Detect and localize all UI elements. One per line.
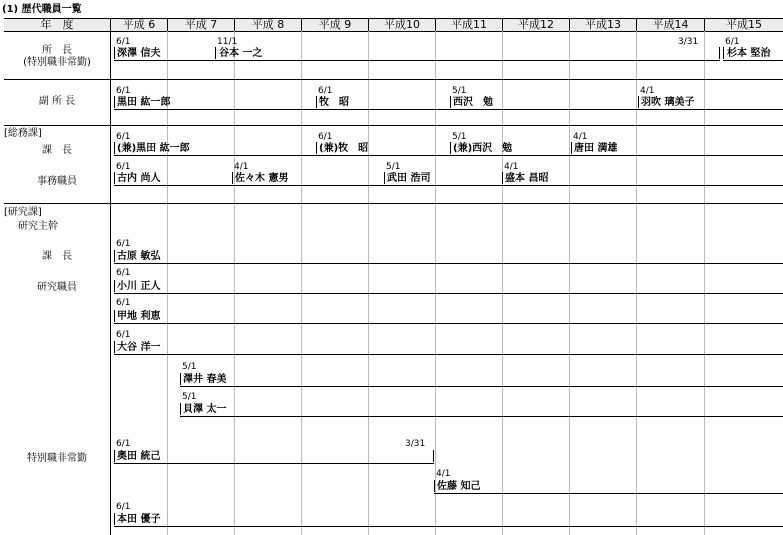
staff-name: 本田 優子 [117,514,161,525]
entry-date: 4/1 [436,469,451,479]
year-header-h14: 平成14 [652,18,689,31]
entry-date: 6/1 [116,268,131,278]
section-label-somu: [総務課] [4,128,42,139]
tenure-start-mark [571,142,572,154]
year-gridline [636,31,637,535]
entry-date: 4/1 [573,132,588,142]
year-header-h9: 平成 9 [318,18,352,31]
year-gridline [368,31,369,535]
year-header-h7: 平成 7 [184,18,218,31]
entry-date: 5/1 [452,86,467,96]
role-label-jimu: 事務職員 [37,176,77,187]
year-gridline [301,31,302,535]
role-label-kacho-kenkyu: 課 長 [42,251,72,262]
tenure-start-mark [114,96,115,108]
tenure-start-mark [114,142,115,154]
tenure-bar [180,386,783,387]
staff-name: 古内 尚人 [117,173,161,184]
section-divider [4,79,783,80]
staff-name: 小川 正人 [117,281,161,292]
tenure-start-mark [114,450,115,462]
staff-name: 谷本 一之 [219,48,263,59]
tenure-start-mark [114,513,115,525]
role-label-shukan: 研究主幹 [18,221,58,232]
tenure-start-mark [502,172,503,184]
year-header-h8: 平成 8 [251,18,285,31]
tenure-bar [114,463,434,464]
entry-date: 5/1 [182,362,197,372]
role-label-shocho: 所 長 [42,45,72,56]
header-bottom-border [4,31,783,32]
header-sep [301,18,302,31]
tenure-start-mark [114,47,115,59]
year-column-label: 年 度 [40,18,74,31]
tenure-bar [723,60,783,61]
tenure-bar [114,526,783,527]
header-sep [167,18,168,31]
entry-date: 6/1 [116,37,131,47]
staff-name: (兼)黒田 紘一郎 [117,143,190,154]
staff-name: (兼)牧 昭 [319,143,369,154]
role-label-fukushocho: 副 所 長 [38,96,76,107]
year-gridline [234,31,235,535]
entry-date: 4/1 [504,162,519,172]
tenure-end-mark [719,47,720,59]
entry-end-date: 3/31 [405,439,426,449]
tenure-bar [114,354,783,355]
entry-date: 4/1 [234,162,249,172]
tenure-start-mark [434,480,435,492]
year-gridline [704,31,705,535]
tenure-bar [114,185,783,186]
tenure-bar [180,416,783,417]
staff-name: (兼)西沢 勉 [453,143,513,154]
staff-name: 羽吹 璃美子 [641,97,695,108]
staff-name: 貝澤 太一 [183,404,227,415]
tenure-start-mark [450,96,451,108]
tenure-start-mark [114,341,115,353]
tenure-bar [114,109,783,110]
role-column-border [110,18,111,535]
entry-date: 6/1 [116,298,131,308]
staff-name: 佐々木 憲男 [235,173,289,184]
header-sep [636,18,637,31]
year-header-h12: 平成12 [518,18,554,31]
tenure-end-mark [433,450,434,462]
tenure-bar [114,60,720,61]
year-header-h6: 平成 6 [122,18,156,31]
entry-date: 5/1 [386,162,401,172]
role-note-shocho: (特別職非常勤) [23,57,91,68]
staff-name: 奥田 統己 [117,451,161,462]
year-header-h13: 平成13 [585,18,621,31]
header-sep [234,18,235,31]
page-title: (1) 歴代職員一覧 [2,4,82,15]
entry-date: 6/1 [725,37,740,47]
staff-name: 盛本 昌昭 [505,173,549,184]
entry-date: 6/1 [116,239,131,249]
entry-date: 6/1 [116,502,131,512]
tenure-start-mark [723,47,724,59]
tenure-bar [114,263,783,264]
tenure-start-mark [180,403,181,415]
entry-date: 6/1 [116,330,131,340]
staff-name: 澤井 春美 [183,374,227,385]
staff-name: 武田 浩司 [387,173,431,184]
tenure-bar [114,323,783,324]
entry-date: 6/1 [116,86,131,96]
staff-name: 牧 昭 [319,97,349,108]
entry-date: 4/1 [640,86,655,96]
year-header-h10: 平成10 [384,18,420,31]
year-gridline [502,31,503,535]
section-divider [4,125,783,126]
tenure-bar [114,155,783,156]
year-header-h15: 平成15 [726,18,762,31]
year-header-h11: 平成11 [451,18,487,31]
staff-name: 西沢 勉 [453,97,493,108]
tenure-start-mark [316,96,317,108]
entry-date: 6/1 [116,162,131,172]
role-label-kacho-somu: 課 長 [42,145,72,156]
tenure-start-mark [450,142,451,154]
header-sep [368,18,369,31]
role-label-kenkyu-shokuin: 研究職員 [37,282,77,293]
entry-date: 6/1 [318,132,333,142]
entry-end-date: 3/31 [678,37,699,47]
tenure-start-mark [114,310,115,322]
staff-name: 黒田 紘一郎 [117,97,171,108]
staff-name: 大谷 洋一 [117,342,161,353]
section-label-kenkyu: [研究課] [4,207,42,218]
staff-name: 杉本 堅治 [727,48,771,59]
entry-date: 11/1 [217,37,238,47]
year-gridline [435,31,436,535]
entry-date: 6/1 [116,439,131,449]
tenure-start-mark [215,47,216,59]
role-label-tokubetsu: 特別職非常勤 [27,453,87,464]
entry-date: 6/1 [318,86,333,96]
tenure-start-mark [232,172,233,184]
tenure-bar [434,493,783,494]
header-sep [569,18,570,31]
entry-date: 6/1 [116,132,131,142]
tenure-start-mark [114,250,115,262]
entry-date: 5/1 [452,132,467,142]
staff-name: 深澤 信夫 [117,48,161,59]
entry-date: 5/1 [182,392,197,402]
header-sep [704,18,705,31]
tenure-start-mark [316,142,317,154]
tenure-start-mark [638,96,639,108]
tenure-start-mark [114,172,115,184]
tenure-bar [114,293,783,294]
section-divider [4,203,783,204]
year-gridline [569,31,570,535]
staff-name: 佐藤 知己 [437,481,481,492]
header-sep [502,18,503,31]
staff-name: 唐田 満雄 [574,143,618,154]
tenure-start-mark [180,373,181,385]
tenure-start-mark [384,172,385,184]
staff-name: 甲地 利恵 [117,311,161,322]
staff-name: 古原 敏弘 [117,251,161,262]
header-sep [435,18,436,31]
tenure-start-mark [114,280,115,292]
